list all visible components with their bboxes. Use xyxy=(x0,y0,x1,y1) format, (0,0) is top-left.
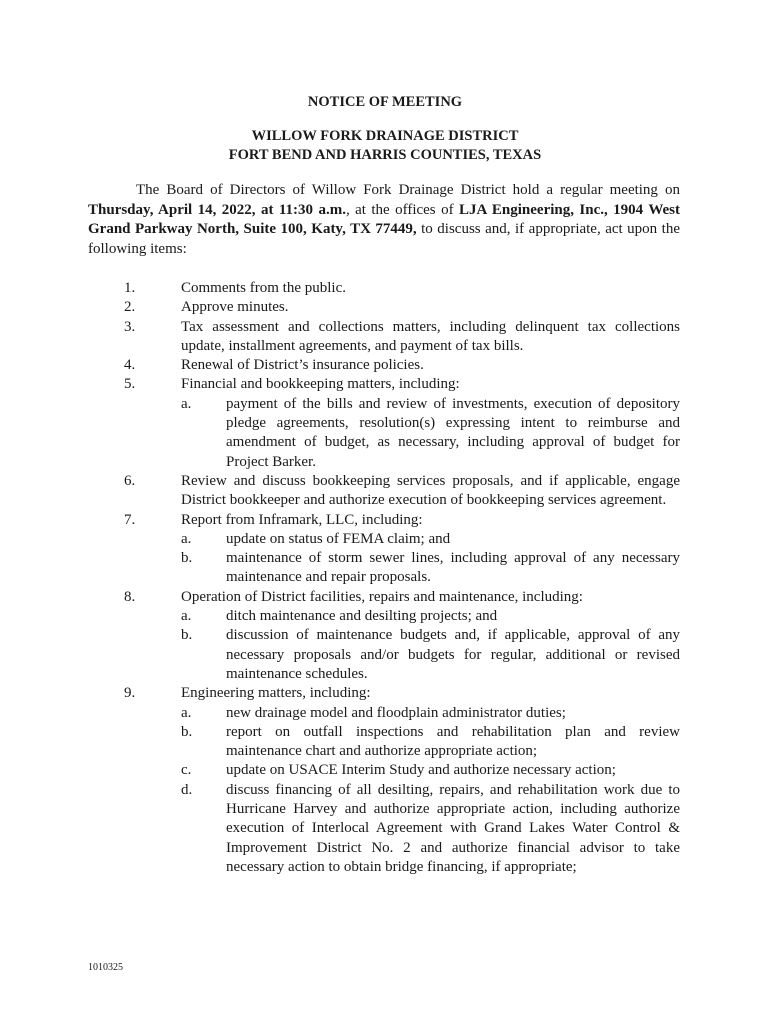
agenda-item-text: Review and discuss bookkeeping services proposals, and if applicable, engage District bookkeeper and authorize execution of bookkeeping services agreement. xyxy=(181,472,680,509)
intro-text-2: , at the offices of xyxy=(345,201,459,218)
agenda-subitem-letter: a. xyxy=(181,704,192,721)
agenda-list xyxy=(88,279,680,877)
agenda-subitem-letter: b. xyxy=(181,627,193,644)
counties-line: FORT BEND AND HARRIS COUNTIES, TEXAS xyxy=(228,147,542,163)
agenda-subitem-letter: d. xyxy=(181,781,193,798)
agenda-item xyxy=(88,318,680,357)
agenda-item xyxy=(88,472,680,511)
agenda-item xyxy=(88,279,680,298)
intro-text-1: The Board of Directors of Willow Fork Drainage District hold a regular meeting on xyxy=(136,182,680,198)
agenda-item xyxy=(88,684,680,877)
agenda-subitem xyxy=(88,395,680,472)
agenda-subitem-text: discussion of maintenance budgets and, if applicable, approval of any necessary proposals and/or budgets for regular, additional or revised maintenance schedules. xyxy=(226,627,680,682)
agenda-item-number: 4. xyxy=(124,357,136,374)
district-name: WILLOW FORK DRAINAGE DISTRICT xyxy=(251,128,519,144)
agenda-subitem xyxy=(88,723,680,762)
agenda-subitem xyxy=(88,626,680,684)
agenda-item-text: Tax assessment and collections matters, including delinquent tax collections update, installment agreements, and payment of tax bills. xyxy=(181,318,680,354)
agenda-subitem xyxy=(88,704,680,723)
agenda-subitem-text: payment of the bills and review of investments, execution of depository pledge agreements, resolution(s) expressing intent to reimburse and amendment of budget, as necessary, including approval of budget for Project Barker. xyxy=(226,395,680,470)
agenda-subitem-text: report on outfall inspections and rehabilitation plan and review maintenance chart and authorize appropriate action; xyxy=(226,723,680,760)
notice-title: NOTICE OF MEETING xyxy=(307,94,463,110)
agenda-subitem xyxy=(88,781,680,877)
agenda-subitem-letter: a. xyxy=(181,530,192,547)
agenda-item-text: Renewal of District’s insurance policies. xyxy=(181,357,424,374)
meeting-date: Thursday, April 14, 2022, at 11:30 a.m. xyxy=(88,201,346,218)
agenda-item-number: 3. xyxy=(124,318,136,335)
agenda-subitem-letter: b. xyxy=(181,550,193,567)
agenda-subitem-text: maintenance of storm sewer lines, including approval of any necessary maintenance and repair proposals. xyxy=(226,550,680,586)
agenda-item xyxy=(88,298,680,317)
agenda-item xyxy=(88,588,680,684)
agenda-item xyxy=(88,356,680,375)
agenda-subitem xyxy=(88,607,680,626)
agenda-item-number: 5. xyxy=(124,376,136,393)
agenda-subitem-letter: a. xyxy=(181,608,192,625)
agenda-item-text: Approve minutes. xyxy=(181,299,289,316)
agenda-item-number: 7. xyxy=(124,511,136,528)
agenda-item-text: Operation of District facilities, repairs and maintenance, including: xyxy=(181,588,583,605)
agenda-subitem-letter: a. xyxy=(181,395,192,412)
intro-text-3: to discuss and, if appropriate, act upon the following items: xyxy=(88,221,680,257)
meeting-location: LJA Engineering, Inc., 1904 West Grand Parkway North, Suite 100, Katy, TX 77449, xyxy=(88,201,680,237)
agenda-item-number: 1. xyxy=(124,280,136,296)
agenda-subitem xyxy=(88,761,680,780)
agenda-item-number: 2. xyxy=(124,299,136,316)
agenda-subitem-text: discuss financing of all desilting, repairs, and rehabilitation work due to Hurricane Harvey and authorize appropriate action, including authorize execution of Interlocal Agreement with Grand Lakes Water Control & Improvement District No. 2 and authorize financial advisor to take necessary action to obtain bridge financing, if appropriate; xyxy=(226,781,680,875)
agenda-item-text: Financial and bookkeeping matters, including: xyxy=(181,376,460,393)
agenda-item-text: Engineering matters, including: xyxy=(181,685,371,702)
agenda-subitem-text: update on status of FEMA claim; and xyxy=(226,530,451,547)
agenda-subitem-text: new drainage model and floodplain administrator duties; xyxy=(226,704,566,721)
agenda-subitem-letter: c. xyxy=(181,762,192,779)
agenda-subitem-letter: b. xyxy=(181,723,193,740)
agenda-item-number: 9. xyxy=(124,685,136,702)
document-id: 1010325 xyxy=(88,962,123,973)
agenda-subitem xyxy=(88,549,680,588)
agenda-item-text: Comments from the public. xyxy=(181,280,346,296)
agenda-subitem-text: update on USACE Interim Study and authorize necessary action; xyxy=(226,762,616,779)
agenda-item-text: Report from Inframark, LLC, including: xyxy=(181,511,423,528)
agenda-item-number: 6. xyxy=(124,472,136,489)
agenda-item-number: 8. xyxy=(124,588,136,605)
agenda-subitem-text: ditch maintenance and desilting projects; and xyxy=(226,608,498,625)
intro-paragraph xyxy=(88,181,680,259)
agenda-subitem xyxy=(88,530,680,549)
agenda-item xyxy=(88,511,680,588)
agenda-item xyxy=(88,375,680,471)
